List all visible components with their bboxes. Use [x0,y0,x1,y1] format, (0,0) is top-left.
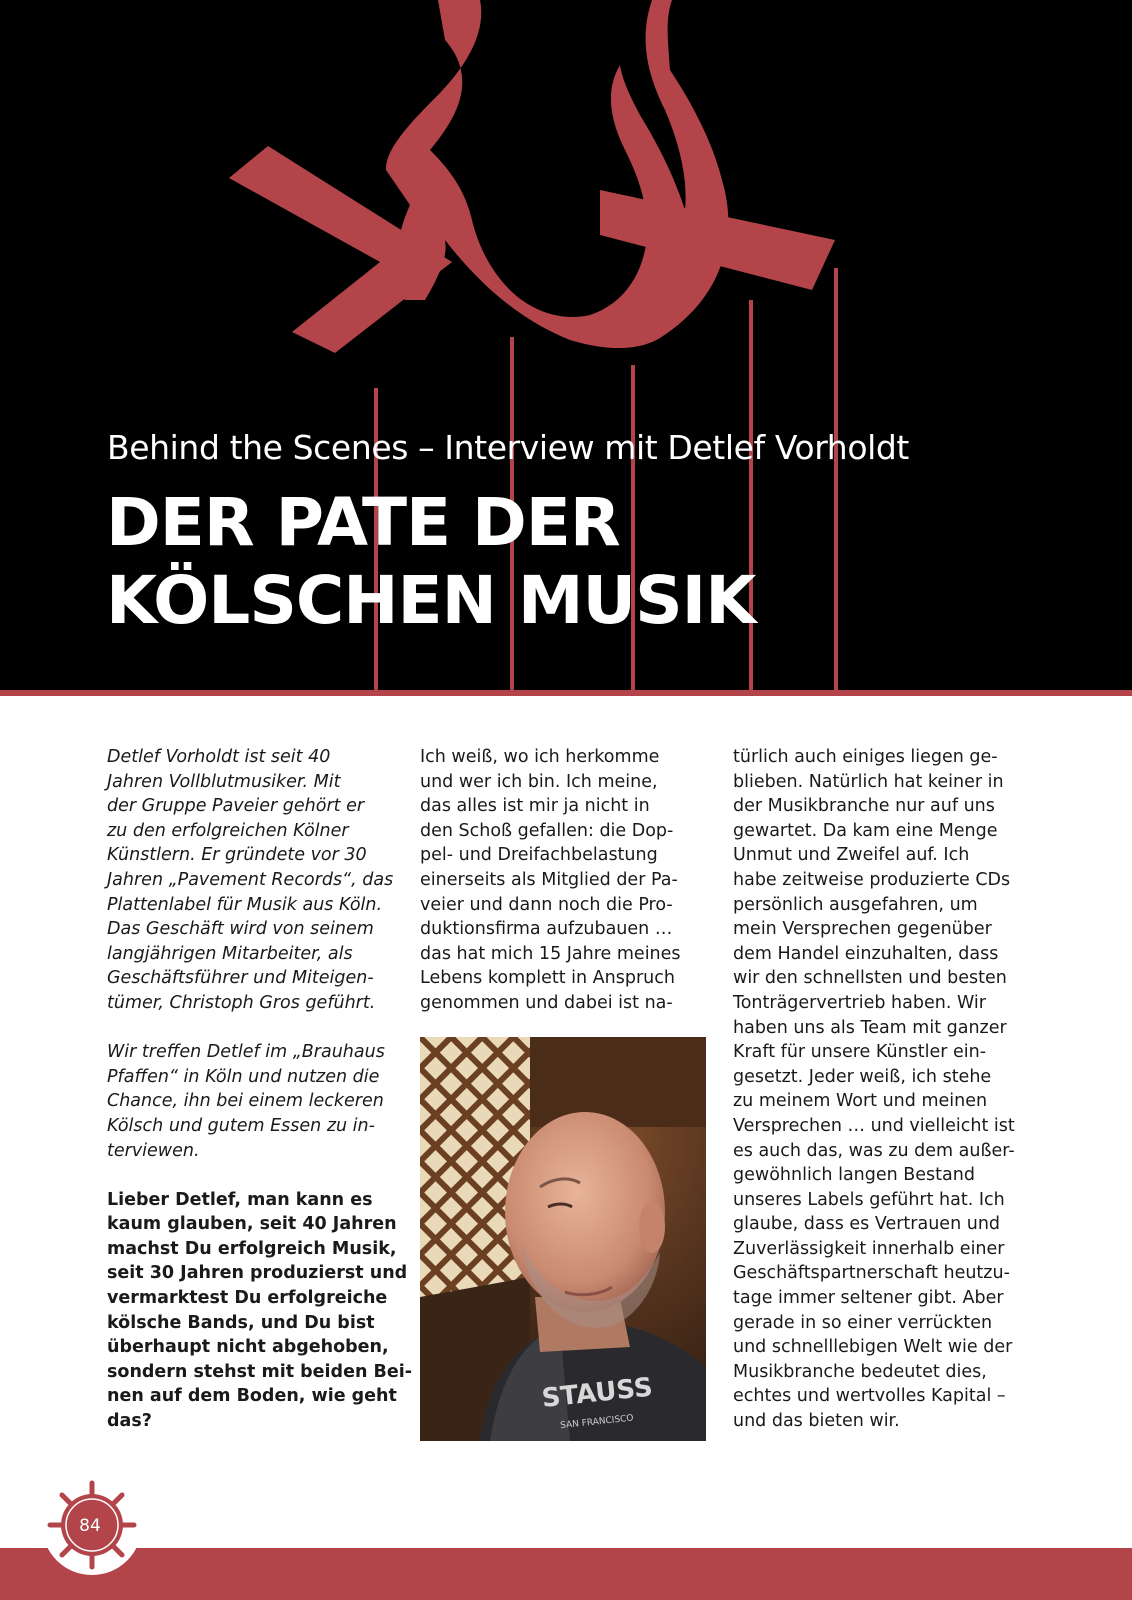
text-line: und das bieten wir. [733,1411,900,1432]
text-line: mein Versprechen gegenüber [733,919,992,940]
text-line: und wer ich bin. Ich meine, [420,771,658,792]
text-line: es auch das, was zu dem außer- [733,1140,1015,1161]
text-line: langjährigen Mitarbeiter, als [107,943,353,964]
text-line: pel- und Dreifachbelastung [420,845,658,866]
text-line: überhaupt nicht abgehoben, [107,1337,389,1358]
text-line: Wir treffen Detlef im „Brauhaus [107,1042,385,1063]
text-line: gerade in so einer verrückten [733,1312,993,1333]
text-column-2 [420,745,700,1016]
text-line: persönlich ausgefahren, um [733,894,978,915]
page-number: 84 [79,1516,101,1536]
text-line: Geschäftsführer und Miteigen- [107,968,374,989]
text-column-1 [107,745,412,1434]
text-line: Jahren „Pavement Records“, das [107,869,394,890]
interview-question [107,1188,412,1434]
text-line: tümer, Christoph Gros geführt. [107,992,376,1013]
text-line: tage immer seltener gibt. Aber [733,1288,1004,1309]
text-line: das? [107,1411,152,1432]
text-line: echtes und wertvolles Kapital – [733,1386,1006,1407]
text-line: einerseits als Mitglied der Pa- [420,869,678,890]
text-line: unseres Labels geführt hat. Ich [733,1189,1005,1210]
text-line: Versprechen … und vielleicht ist [733,1115,1015,1136]
answer-paragraph [420,745,700,1016]
text-line: und schnelllebigen Welt wie der [733,1337,1013,1358]
text-line: gewartet. Da kam eine Menge [733,820,998,841]
text-line: veier und dann noch die Pro- [420,894,673,915]
text-line: Geschäftspartnerschaft heutzu- [733,1263,1010,1284]
text-line: gewöhnlich langen Bestand [733,1165,975,1186]
text-line: Jahren Vollblutmusiker. Mit [107,771,341,792]
text-line: türlich auch einiges liegen ge- [733,747,998,767]
text-line: Lieber Detlef, man kann es [107,1189,373,1210]
text-line: Zuverlässigkeit innerhalb einer [733,1238,1005,1259]
text-line: dem Handel einzuhalten, dass [733,943,999,964]
text-line: haben uns als Team mit ganzer [733,1017,1007,1038]
text-line: glaube, dass es Vertrauen und [733,1214,1001,1235]
text-line: kölsche Bands, und Du bist [107,1312,375,1333]
shirt-print-sub: SAN FRANCISCO [559,1413,634,1432]
text-line: zu den erfolgreichen Kölner [107,820,349,841]
answer-paragraph-continued [733,745,1033,1434]
text-line: Pfaffen“ in Köln und nutzen die [107,1066,380,1087]
text-line: Kraft für unsere Künstler ein- [733,1042,987,1063]
text-line: Das Geschäft wird von seinem [107,919,374,940]
shirt-print: STAUSS [540,1372,655,1414]
text-line: Ich weiß, wo ich herkomme [420,747,660,767]
intro-paragraph [107,745,397,1016]
text-line: Chance, ihn bei einem leckeren [107,1091,384,1112]
title-line: KÖLSCHEN MUSIK [106,562,756,639]
text-line: Plattenlabel für Musik aus Köln. [107,894,383,915]
article-title [106,484,755,640]
text-line: der Musikbranche nur auf uns [733,796,995,817]
text-line: Kölsch und gutem Essen zu in- [107,1115,375,1136]
article-kicker: Behind the Scenes – Interview mit Detlef Vorholdt [107,428,909,467]
text-line: sondern stehst mit beiden Bei- [107,1361,412,1382]
text-line: Musikbranche bedeutet dies, [733,1361,987,1382]
text-line: terviewen. [107,1140,200,1161]
text-line: kaum glauben, seit 40 Jahren [107,1214,397,1235]
text-line: machst Du erfolgreich Musik, [107,1238,397,1259]
text-line: seit 30 Jahren produzierst und [107,1263,408,1284]
title-line: DER PATE DER [106,484,620,561]
text-line: habe zeitweise produzierte CDs [733,869,1011,890]
text-line: Detlef Vorholdt ist seit 40 [107,747,331,767]
portrait-photo [420,1037,706,1441]
text-line: zu meinem Wort und meinen [733,1091,988,1112]
text-line: Lebens komplett in Anspruch [420,968,675,989]
text-line: das hat mich 15 Jahre meines [420,943,681,964]
text-line: Tonträgervertrieb haben. Wir [733,992,986,1013]
text-line: vermarktest Du erfolgreiche [107,1288,388,1309]
puppet-string [834,268,838,690]
text-line: den Schoß gefallen: die Dop- [420,820,674,841]
text-line: genommen und dabei ist na- [420,992,673,1013]
header-divider [0,690,1132,696]
text-column-3 [733,745,1033,1434]
text-line: blieben. Natürlich hat keiner in [733,771,1004,792]
text-line: Unmut und Zweifel auf. Ich [733,845,970,866]
header-banner [0,0,1132,690]
text-line: gesetzt. Jeder weiß, ich stehe [733,1066,992,1087]
text-line: das alles ist mir ja nicht in [420,796,650,817]
text-line: wir den schnellsten und besten [733,968,1007,989]
intro-paragraph-2 [107,1040,397,1163]
text-line: der Gruppe Paveier gehört er [107,796,365,817]
text-line: nen auf dem Boden, wie geht [107,1386,397,1407]
text-line: duktionsfirma aufzubauen … [420,919,673,940]
footer-bar [0,1548,1132,1600]
text-line: Künstlern. Er gründete vor 30 [107,845,367,866]
